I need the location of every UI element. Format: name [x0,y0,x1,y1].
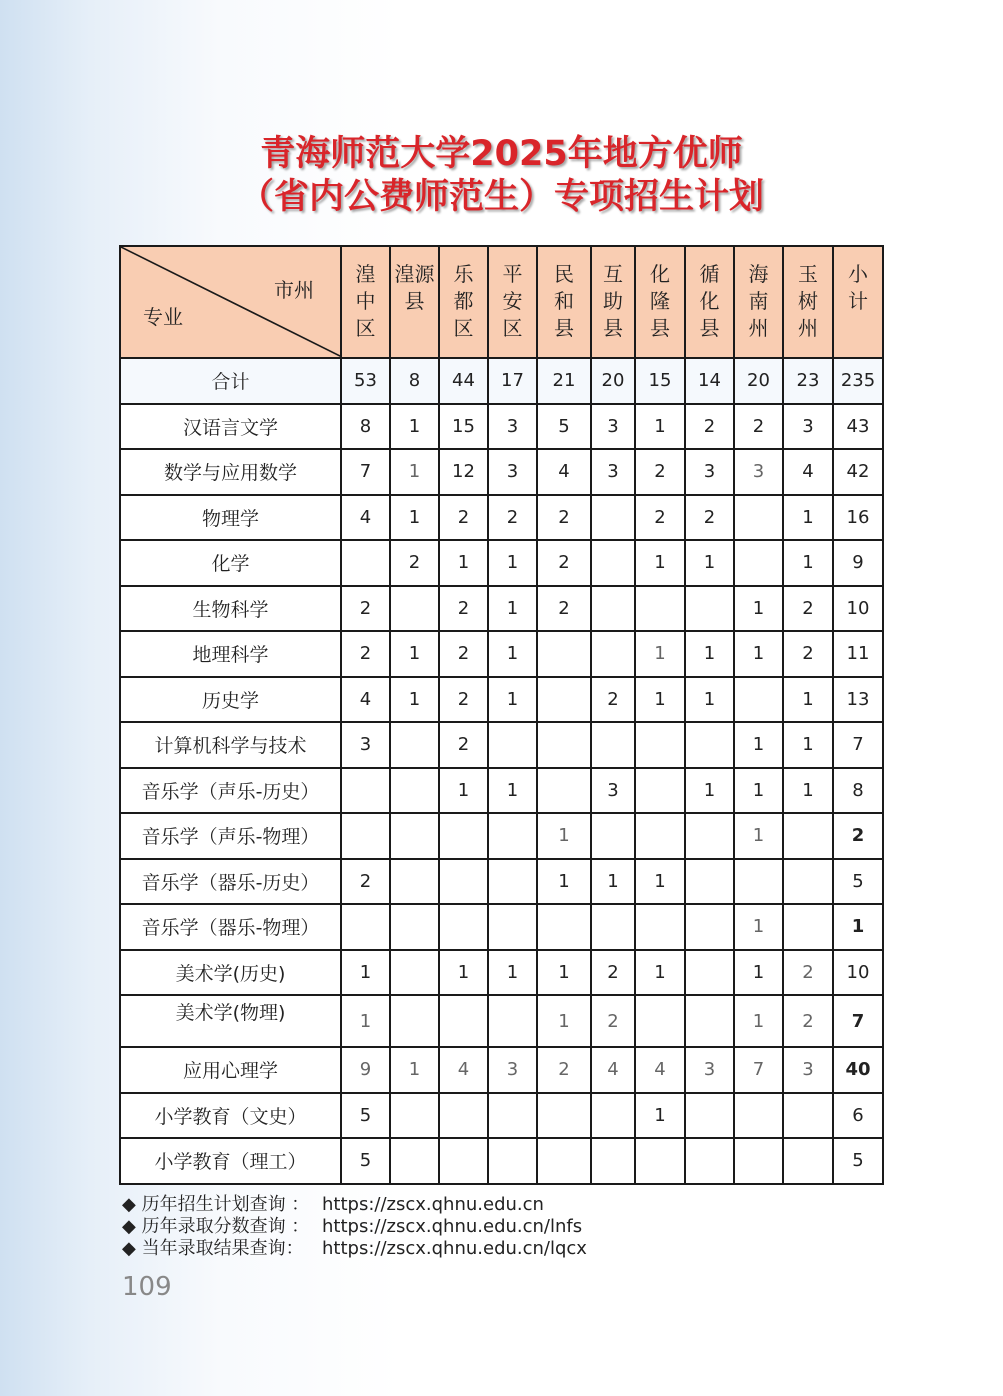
quota-cell: 1 [635,404,685,450]
quota-cell [390,722,439,768]
quota-cell: 2 [390,540,439,586]
city-axis-label: 市州 [274,278,314,302]
quota-cell: 4 [341,677,390,723]
table-row [120,813,883,859]
quota-cell: 5 [537,404,591,450]
quota-cell: 1 [734,995,783,1047]
query-notes [122,1194,587,1260]
quota-cell: 2 [783,586,833,632]
major-name-cell: 小学教育（理工） [120,1138,341,1184]
quota-cell: 4 [439,1047,488,1093]
major-name-cell: 音乐学（声乐-物理） [120,813,341,859]
quota-cell [439,1093,488,1139]
quota-cell: 1 [783,495,833,541]
quota-cell [488,1138,537,1184]
page-title-line1: 青海师范大学2025年地方优师 [260,134,743,174]
column-header: 平 安 区 [488,246,537,358]
quota-cell: 1 [734,768,783,814]
quota-cell: 1 [390,677,439,723]
table-row [120,358,883,404]
quota-cell: 5 [341,1093,390,1139]
table-row [120,540,883,586]
quota-cell: 4 [783,449,833,495]
major-name-cell: 音乐学（器乐-物理） [120,904,341,950]
quota-cell: 2 [537,1047,591,1093]
quota-cell: 8 [341,404,390,450]
quota-cell [783,859,833,905]
column-header: 乐 都 区 [439,246,488,358]
column-header: 湟 中 区 [341,246,390,358]
quota-cell: 1 [439,540,488,586]
subtotal-cell: 43 [833,404,883,450]
quota-cell: 2 [341,859,390,905]
quota-cell [635,995,685,1047]
quota-cell: 12 [439,449,488,495]
quota-cell: 5 [341,1138,390,1184]
table-row [120,1093,883,1139]
quota-cell: 2 [591,677,635,723]
quota-cell: 1 [341,995,390,1047]
note-link[interactable]: https://zscx.qhnu.edu.cn/lnfs [322,1216,583,1237]
quota-cell [537,1138,591,1184]
quota-cell: 1 [390,404,439,450]
table-row [120,677,883,723]
quota-cell [685,1093,734,1139]
quota-cell: 2 [591,995,635,1047]
quota-cell: 2 [685,404,734,450]
quota-cell: 1 [488,586,537,632]
major-name-cell: 计算机科学与技术 [120,722,341,768]
quota-cell: 3 [488,1047,537,1093]
quota-cell [734,1093,783,1139]
quota-cell [734,859,783,905]
table-row [120,768,883,814]
note-row [122,1238,587,1260]
quota-cell: 53 [341,358,390,404]
quota-cell: 1 [685,677,734,723]
quota-cell: 2 [591,950,635,996]
quota-cell: 1 [341,950,390,996]
quota-cell [390,904,439,950]
subtotal-cell: 11 [833,631,883,677]
subtotal-cell: 10 [833,586,883,632]
quota-cell [591,1093,635,1139]
subtotal-cell: 8 [833,768,883,814]
quota-cell [488,813,537,859]
quota-cell [685,1138,734,1184]
quota-cell [537,904,591,950]
quota-cell [439,813,488,859]
quota-cell: 2 [341,631,390,677]
quota-cell: 15 [635,358,685,404]
quota-cell: 1 [734,631,783,677]
quota-cell: 7 [341,449,390,495]
quota-cell [734,677,783,723]
quota-cell: 23 [783,358,833,404]
note-row [122,1194,587,1216]
column-header: 湟源 县 [390,246,439,358]
quota-cell [591,1138,635,1184]
table-row [120,631,883,677]
quota-cell: 3 [783,1047,833,1093]
corner-header-cell [120,246,341,358]
quota-cell [390,768,439,814]
quota-cell: 1 [783,768,833,814]
quota-cell: 2 [783,631,833,677]
subtotal-cell: 1 [833,904,883,950]
quota-cell: 2 [439,631,488,677]
quota-cell: 4 [591,1047,635,1093]
quota-cell: 1 [783,540,833,586]
quota-cell: 3 [488,404,537,450]
quota-cell: 1 [635,1093,685,1139]
quota-cell [439,904,488,950]
quota-cell [685,586,734,632]
subtotal-cell: 7 [833,722,883,768]
quota-cell [591,813,635,859]
quota-cell: 44 [439,358,488,404]
quota-cell [783,904,833,950]
quota-cell: 1 [390,1047,439,1093]
major-name-cell: 生物科学 [120,586,341,632]
column-header: 化 隆 县 [635,246,685,358]
quota-cell: 3 [685,1047,734,1093]
quota-cell [488,1093,537,1139]
quota-cell [341,904,390,950]
note-label: ◆ 当年录取结果查询： [122,1238,304,1259]
major-name-cell: 汉语言文学 [120,404,341,450]
quota-cell: 2 [439,722,488,768]
quota-cell [439,995,488,1047]
quota-cell [341,813,390,859]
table-header-row [120,246,883,358]
quota-cell: 21 [537,358,591,404]
quota-cell: 1 [488,677,537,723]
quota-cell [591,540,635,586]
subtotal-cell: 13 [833,677,883,723]
quota-cell: 9 [341,1047,390,1093]
quota-cell: 1 [488,540,537,586]
page-title-line2: （省内公费师范生）专项招生计划 [238,177,764,217]
quota-cell [685,722,734,768]
quota-cell: 1 [685,540,734,586]
quota-cell: 3 [734,449,783,495]
quota-cell: 2 [537,586,591,632]
column-header: 互 助 县 [591,246,635,358]
subtotal-cell: 10 [833,950,883,996]
major-name-cell: 地理科学 [120,631,341,677]
subtotal-cell: 7 [833,995,883,1047]
quota-cell: 1 [685,768,734,814]
quota-cell [390,995,439,1047]
quota-cell: 1 [783,722,833,768]
quota-cell: 1 [734,950,783,996]
quota-cell: 1 [734,904,783,950]
column-header: 小 计 [833,246,883,358]
quota-cell [537,677,591,723]
major-name-cell: 化学 [120,540,341,586]
quota-cell [390,586,439,632]
quota-cell: 1 [635,950,685,996]
quota-cell [537,631,591,677]
quota-cell: 1 [537,950,591,996]
quota-cell: 1 [488,950,537,996]
major-name-cell: 音乐学（器乐-历史） [120,859,341,905]
quota-cell: 1 [488,768,537,814]
quota-cell [341,540,390,586]
subtotal-cell: 42 [833,449,883,495]
quota-cell [537,722,591,768]
quota-cell [390,1138,439,1184]
column-header: 海 南 州 [734,246,783,358]
quota-cell: 2 [734,404,783,450]
quota-cell [488,722,537,768]
quota-cell [439,859,488,905]
major-axis-label: 专业 [143,305,183,329]
note-link[interactable]: https://zscx.qhnu.edu.cn [322,1194,544,1215]
major-name-cell: 合计 [120,358,341,404]
table-row [120,449,883,495]
quota-cell [635,722,685,768]
table-row [120,722,883,768]
quota-cell [537,1093,591,1139]
quota-cell: 1 [537,995,591,1047]
quota-cell: 2 [439,495,488,541]
note-label: ◆ 历年录取分数查询 ： [122,1216,310,1237]
subtotal-cell: 16 [833,495,883,541]
quota-cell: 1 [734,722,783,768]
quota-cell: 1 [635,540,685,586]
subtotal-cell: 235 [833,358,883,404]
quota-cell [635,1138,685,1184]
quota-cell [685,813,734,859]
quota-cell: 1 [635,677,685,723]
major-name-cell: 历史学 [120,677,341,723]
quota-cell: 3 [591,404,635,450]
quota-cell: 1 [390,631,439,677]
quota-cell [591,495,635,541]
subtotal-cell: 2 [833,813,883,859]
quota-cell: 2 [341,586,390,632]
quota-cell [591,586,635,632]
quota-cell [783,1138,833,1184]
quota-cell: 20 [591,358,635,404]
subtotal-cell: 5 [833,859,883,905]
quota-cell [537,768,591,814]
major-name-cell: 美术学(物理) [120,995,341,1047]
quota-cell: 2 [685,495,734,541]
table-row [120,859,883,905]
quota-cell: 3 [488,449,537,495]
quota-cell [591,904,635,950]
quota-cell [783,1093,833,1139]
quota-cell: 1 [635,631,685,677]
quota-cell: 7 [734,1047,783,1093]
quota-cell [488,859,537,905]
major-name-cell: 美术学(历史) [120,950,341,996]
quota-cell [685,950,734,996]
quota-cell: 1 [685,631,734,677]
quota-cell: 4 [341,495,390,541]
quota-cell: 2 [635,449,685,495]
enrollment-plan-table [119,245,884,1185]
quota-cell: 2 [635,495,685,541]
quota-cell: 1 [390,449,439,495]
column-header: 玉 树 州 [783,246,833,358]
quota-cell [488,904,537,950]
quota-cell: 2 [783,995,833,1047]
quota-cell [635,768,685,814]
quota-cell: 2 [439,586,488,632]
quota-cell [341,768,390,814]
quota-cell [734,495,783,541]
quota-cell: 1 [537,859,591,905]
quota-cell: 4 [537,449,591,495]
quota-cell: 3 [783,404,833,450]
column-header: 循 化 县 [685,246,734,358]
table-row [120,586,883,632]
major-name-cell: 数学与应用数学 [120,449,341,495]
table-row [120,1047,883,1093]
quota-cell [591,722,635,768]
quota-cell [685,995,734,1047]
subtotal-cell: 9 [833,540,883,586]
major-name-cell: 小学教育（文史） [120,1093,341,1139]
note-row [122,1216,587,1238]
quota-cell [390,1093,439,1139]
quota-cell: 15 [439,404,488,450]
column-header: 民 和 县 [537,246,591,358]
quota-cell: 2 [439,677,488,723]
subtotal-cell: 6 [833,1093,883,1139]
quota-cell [390,859,439,905]
quota-cell: 1 [537,813,591,859]
table-row [120,950,883,996]
quota-cell [390,950,439,996]
quota-cell [734,540,783,586]
major-name-cell: 音乐学（声乐-历史） [120,768,341,814]
quota-cell [488,995,537,1047]
table-row [120,995,883,1047]
quota-cell: 1 [439,768,488,814]
quota-cell [685,859,734,905]
quota-cell: 1 [635,859,685,905]
note-label: ◆ 历年招生计划查询 ： [122,1194,310,1215]
quota-cell: 1 [488,631,537,677]
major-name-cell: 物理学 [120,495,341,541]
quota-cell: 14 [685,358,734,404]
quota-cell: 3 [341,722,390,768]
quota-cell [390,813,439,859]
quota-cell: 2 [537,495,591,541]
quota-cell [783,813,833,859]
table-row [120,1138,883,1184]
table-row [120,495,883,541]
major-name-cell: 应用心理学 [120,1047,341,1093]
quota-cell: 1 [591,859,635,905]
quota-cell [635,586,685,632]
note-link[interactable]: https://zscx.qhnu.edu.cn/lqcx [322,1238,587,1259]
quota-cell: 2 [783,950,833,996]
quota-cell: 8 [390,358,439,404]
quota-cell [591,631,635,677]
page-number: 109 [122,1272,172,1302]
quota-cell [439,1138,488,1184]
table-row [120,404,883,450]
quota-cell: 20 [734,358,783,404]
quota-cell [685,904,734,950]
quota-cell: 1 [390,495,439,541]
table-row [120,904,883,950]
quota-cell: 2 [537,540,591,586]
subtotal-cell: 5 [833,1138,883,1184]
quota-cell: 3 [685,449,734,495]
quota-cell: 1 [439,950,488,996]
quota-cell: 3 [591,449,635,495]
quota-cell [734,1138,783,1184]
quota-cell: 1 [734,586,783,632]
quota-cell: 17 [488,358,537,404]
quota-cell: 1 [783,677,833,723]
quota-cell: 2 [488,495,537,541]
subtotal-cell: 40 [833,1047,883,1093]
quota-cell: 1 [734,813,783,859]
quota-cell: 4 [635,1047,685,1093]
quota-cell [635,904,685,950]
quota-cell [635,813,685,859]
quota-cell: 3 [591,768,635,814]
